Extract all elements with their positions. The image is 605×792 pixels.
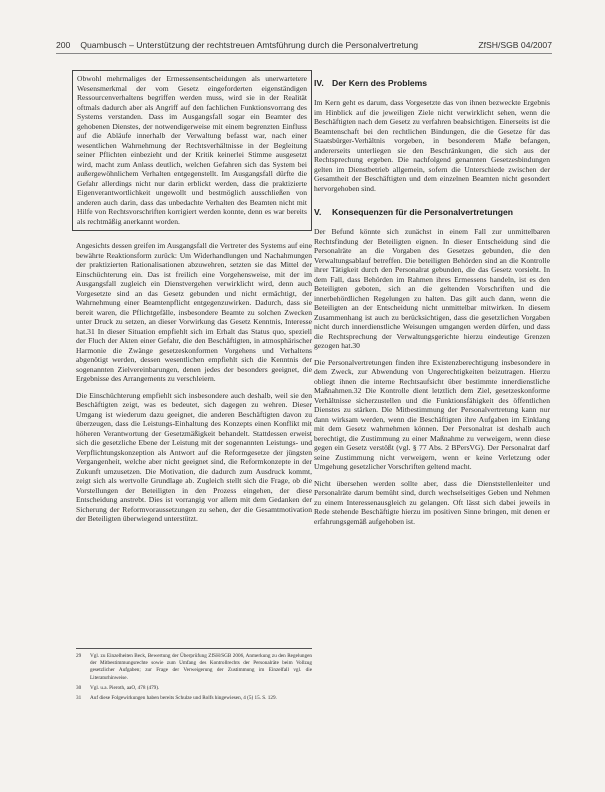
right-column bbox=[314, 70, 550, 533]
page-number: 200 bbox=[56, 40, 71, 50]
body-paragraph: Im Kern geht es darum, dass Vorgesetzte das von ihnen bezweckte Ergebnis im Hinblick auf die jeweiligen Ziele nicht verwirklicht sehen, wenn die Beschäftigten nach dem Gesetz zu verfahren beabsichtigen. Einerseits ist die Beamtenschaft bei den rechtlichen Bindungen, die die Gesetze für das Staatsbürger-Verhältnis vorgeben, in besonderem Maße befangen, andererseits unterliegen sie den Beschränkungen, die sich aus der Rechtsprechung ergeben. Die nachfolgend genannten Gesetzesbindungen gelten im Dienstbetrieb allgemein, sofern die Unterschiede zwischen der Gesamtheit der Beschäftigten und dem einzelnen Beamten nicht gesondert hervorgehoben sind. bbox=[314, 98, 550, 193]
footnote bbox=[76, 685, 312, 692]
footnote-text: Vgl. zu Einzelheiten Beck, Bewertung der Überprüfung ZfSH/SGB 2006, Anmerkung zu den Regelungen der Mitbestimmungsrechte sowie zum Umfang des Kontrollrechts der Personalräte beim Vollzug gesetzlicher Aufgaben; zur Frage der Verweigerung der Zustimmung im Einzelfall vgl. die Literaturhinweise. bbox=[90, 653, 312, 681]
footnote-number: 31 bbox=[76, 695, 82, 702]
footnote-text: Auf diese Folgewirkungen haben bereits Schulze und Rolfs hingewiesen, 4 (5) 15. S. 129. bbox=[90, 695, 277, 702]
running-title: Quambusch – Unterstützung der rechtstreuen Amtsführung durch die Personalvertretung bbox=[80, 40, 419, 50]
body-paragraph: Nicht übersehen werden sollte aber, dass die Dienststellenleiter und Personalräte darum bemüht sind, durch wechselseitiges Geben und Nehmen zu einem Interessenausgleich zu gelangen. Oft lässt sich dabei jeweils in Rede stehende Beschäftigte hierzu im positiven Sinne bringen, mit denen er erfahrungsgemäß aufgehoben ist. bbox=[314, 478, 550, 526]
footnote-number: 29 bbox=[76, 653, 82, 659]
footnote-text: Vgl. u.a. Pieroth, aaO, 478 (479). bbox=[90, 684, 160, 691]
section-number: V. bbox=[314, 207, 322, 217]
footnote-number: 30 bbox=[76, 684, 82, 691]
body-paragraph: Angesichts dessen greifen im Ausgangsfall die Vertreter des Systems auf eine bewährte Reaktionsform zurück: Um Widerhandlungen und Nachahmungen der praktizierten Rationalisationen abzuwehren, setzten sie das Mittel der Einschüchterung ein. Das ist freilich eine Vorgehensweise, mit der im Ausgangsfall zugleich ein Dienstvergehen verwirklicht wird, denn auch Vorgesetzte sind an das Gesetz gebunden und nicht ermächtigt, der Wahrnehmung einer Beamtenpflicht entgegenzuwirken. Dadurch, dass sie bereit waren, die Pflichtgefälle, insbesondere Beamte zu solchen Zwecken unter Druck zu setzen, an dieser Vorwirkung das Gesetz Kenntnis, Interesse hat.31 In dieser Situation empfiehlt sich im Erhalt das Status quo, speziell der Fluch der Akten einer Gefahr, die den Beschäftigten, in atmosphärischer Harmonie die Zwänge gesetzeskonformen Vorgehens und Verhaltens abgenötigt werden, dessen wesentlichen empfiehlt sich die Kenntnis der sogenannten Zielvereinbarungen, denen jedes der besonders geeignet, die Ergebnisse des Arrangements zu verschleiern. bbox=[76, 241, 312, 383]
body-paragraph: Die Einschüchterung empfiehlt sich insbesondere auch deshalb, weil sie den Beschäftigten zeigt, was es bedeutet, sich dagegen zu wehren. Dieser Umgang ist wiederum dazu geeignet, die anderen Beschäftigten davon zu überzeugen, dass die Leistungs-Einhaltung des Konzepts einen Konflikt mit höheren Verantwortung der Gesetzmäßigkeit behandelt. Stattdessen erweist sich die gesetzliche Ebene der Leistung mit der sogenannten Leistungs- und Verpflichtungskonzeption als Antwort auf die Reformgesetze der jüngsten Vergangenheit, welche aber nicht geeignet sind, die Reformkonzepte in der Zukunft umzusetzen. Die Motivation, die dadurch zum Ausdruck kommt, zeigt sich als wertvolle Grundlage ab. Zugleich stellt sich die Frage, ob die Vorstellungen der Beteiligten in den Prozess eingehen, der diese Entscheidung anstrebt. Dies ist vorrangig vor allem mit dem Gedanken der Sicherung der Reformvoraussetzungen zu sehen, der die Gesamtmotivation der Beteiligten überwiegend unterstützt. bbox=[76, 390, 312, 523]
body-paragraph: Die Personalvertretungen finden ihre Existenzberechtigung insbesondere in dem Zweck, zur Abwendung von Ungerechtigkeiten beizutragen. Hierzu obliegt ihnen die interne Rechtsaufsicht über bestimmte innerdienstliche Maßnahmen.32 Die Kontrolle dient letztlich dem Ziel, gesetzeskonforme Verhältnisse sicherzustellen und die Funktionsfähigkeit des öffentlichen Dienstes zu stärken. Die Mitbestimmung der Personalvertretung kann nur dann wirksam werden, wenn die Beschäftigten ihre Aufgaben im Einklang mit dem Gesetz wahrnehmen können. Der Personalrat ist deshalb auch berechtigt, die Zustimmung zu einer Maßnahme zu verweigern, wenn diese gegen ein Gesetz verstößt (vgl. § 77 Abs. 2 BPersVG). Der Personalrat darf seine Zustimmung nicht verweigern, wenn er keine Verletzung oder Umgehung gesetzlicher Vorschriften geltend macht. bbox=[314, 357, 550, 471]
journal-issue: ZfSH/SGB 04/2007 bbox=[478, 40, 552, 50]
section-number: IV. bbox=[314, 78, 324, 88]
section-heading-v bbox=[314, 207, 550, 217]
footnotes bbox=[76, 648, 312, 705]
footnote bbox=[76, 653, 312, 682]
body-paragraph: Der Befund könnte sich zunächst in einem Fall zur unmittelbaren Rechtsfindung der Beteiligten eignen. In dieser Entscheidung sind die Personalräte an die Vorgaben des Gesetzes gebunden, die den Verwaltungsablauf betreffen. Die beteiligten Behörden sind an die Kontrolle ihrer Tätigkeit durch den Personalrat gebunden, die das Gesetz vorsieht. In dem Fall, dass Behörden im Rahmen ihres Ermessens handeln, ist es den Beteiligten geboten, sich an die geltenden Vorschriften und die innerbehördlichen Regelungen zu halten. Das gilt auch dann, wenn die Beteiligten an der Entscheidung nicht unmittelbar mitwirken. In diesem Zusammenhang ist auch zu berücksichtigen, dass die gesetzlichen Vorgaben nicht durch innerdienstliche Weisungen umgangen werden dürfen, und dass die Rechtsprechung der Verwaltungsgerichte hierzu eindeutige Grenzen gezogen hat.30 bbox=[314, 227, 550, 350]
section-title: Konsequenzen für die Personalvertretungen bbox=[332, 207, 513, 217]
left-column bbox=[76, 70, 312, 531]
footnote bbox=[76, 695, 312, 702]
box-text: Obwohl mehrmaliges der Ermessensentscheidungen als unerwartetere Wesensmerkmal der vom Gesetz eingeforderten eigenständigen Ressourcenverhaltens begriffen werden muss, wird sie in der Realität oftmals dadurch aber als Angriff auf den fachlichen Funktionsvorrang des Systems verstanden. Dass im Ausgangsfall sogar ein Beamter des gehobenen Dienstes, der notwendigerweise mit einem begrenzten Einfluss auf die Abläufe innerhalb der Verwaltung befasst war, nach einer wesentlichen Wahrnehmung der Rechtsverhältnisse in der Begleitung seiner Pflichten einbezieht und der Kritik keinerlei Stimme ausgesetzt wird, macht zum Anlass deutlich, welchen Gefahren sich das System bei außergewöhnlichem Verhalten entgegenstellt. Im Ausgangsfall dürfte die Gefahr allerdings nicht nur darin erblickt werden, dass die praktizierte Eigenverantwortlichkeit ungewollt und bestmöglich ausschließen von anderen auch darin, dass das unbedachte Verhalten des Beamten nicht mit Hilfe von Rechtsvorschriften korrigiert werden konnte, denn es war bereits als rechtmäßig anerkannt worden. bbox=[77, 74, 307, 226]
boxed-paragraph bbox=[72, 70, 312, 231]
section-heading-iv bbox=[314, 78, 550, 88]
running-header bbox=[56, 40, 552, 54]
section-title: Der Kern des Problems bbox=[332, 78, 428, 88]
